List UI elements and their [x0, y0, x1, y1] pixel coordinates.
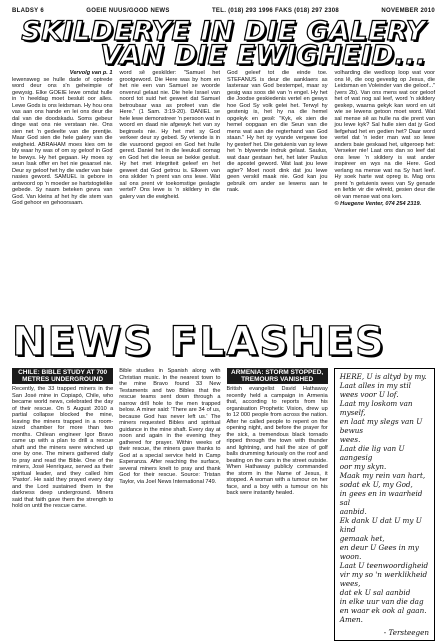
prayer-line: Ek dank U dat U my U kind — [339, 516, 422, 534]
contact-info: TEL. (018) 293 1996 FAKS (018) 297 2308 — [211, 8, 340, 14]
news-headline-armenia: ARMENIA: STORM STOPPED, TREMOURS VANISHED — [227, 368, 328, 384]
news-column-3 — [227, 368, 328, 630]
prayer-line: en deur U Gees in my woon. — [339, 543, 419, 561]
article-text-2: word sê geskilder: "Samuel het grootgeword. Die Here was by hom en het nie een van Samuel se woorde onvervul gelaat nie. Die hele Israel van noord tot suid het geweet dat Samuel betroubaar was as profeet van die Here." (1 Sam. 3:19-20). DANIEL se hele lewe demonstreer 'n persoon wat in woord en daad nie afgewyk het van sy beginsels nie. Hy het met sy God verkeer deur sy gebed. Sy vriende is in die vuuroond gegooi en God het hulle gered. Daniel het in die leeukuil oornag en God het die leeus se bekke gesluit. Hy het met integriteit geleef en het geweet dat God getrou is. Elkeen van ons skilder 'n prent van ons lewe. Wat sal ons prent vir toekomstige geslagte vertel? Ons lewe is 'n skildery in die galery van die ewigheid. — [119, 70, 220, 200]
news-text-chile: Recently, the 33 trapped miners in the San José mine in Copiapó, Chile, who became world news, celebrated the day of their rescue. On 5 August 2010 a partial collapse blocked the mine, leaving the miners trapped in a room-sized chamber for more than two months. Chilean engineer Igor Bravo came up with a plan to drill a rescue shaft and the miners were winched up one by one. The miners gathered daily to pray and read the Bible. One of the miners, José Henríquez, served as their spiritual leader, and they called him 'Pastor'. He said they prayed every day and the Lord sustained them in the darkness deep underground. Miners said that faith gave them the strength to hold on until the rescue came. — [12, 386, 114, 509]
article-column-3 — [227, 70, 328, 322]
title-line-2: VAN DIE EWIGHEID... — [100, 40, 427, 71]
news-column-1 — [12, 368, 113, 630]
news-headline-chile: CHILE: BIBLE STUDY AT 700 METRES UNDERGROUND — [12, 368, 113, 384]
news-text-chile-cont: Bible studies in Spanish along with Christian music. In the nearest town to the mine Bravo found 33 New Testaments and two Bibles that the rescue teams sent down through a narrow drill hole to the men trapped below. A miner said: 'There are 34 of us, because God has never left us.' The miners requested Bibles and spiritual guidance in the mine shaft. Every day at noon and again in the evening they gathered for prayer. Within weeks of their rescue, the miners gave thanks to God at a special service held in Camp Esperanza. After reaching the surface, several miners knelt to pray and thank God for their rescue. Source: Tristan Taylor, via Joel News International 749. — [119, 368, 221, 485]
prayer-box — [334, 368, 435, 641]
page-number: BLADSY 6 — [12, 8, 44, 14]
prayer-line: in elke uur van die dag — [339, 597, 424, 606]
article-body — [12, 70, 435, 322]
article-author: © Huegene Venter, 074 254 2319. — [334, 201, 422, 207]
article-text-4: volharding die wedloop loop wat voor ons lê, die oog gevestig op Jesus, die Leidsman en Voleinder van die geloof..." (vers 2b). Van ons mens wat oor geloof het of wat nog sal leef, word 'n skildery geskep, waarna gekyk kan word en uit wie se lewens getoon moet word. Wat sal mense sê as hulle na die prent van jou lewe kyk? Sal hulle sien dat jy God liefgehad het en gedien het? Daar word vertel dat 'n ieder man wat so lewe anders baie geskaad het, uitgeroep het: Verseker nie! Laat ons dan so leef dat ons lewe 'n skildery is wat ander inspireer en wys na die Here. God verlang na mense wat na Sy hart leef. Hy soek harte wat opreg is. Mag ons prent 'n getuienis wees van Sy genade en liefde vir die wêreld, gesien deur die oë van mense wat ons ken. — [334, 70, 435, 200]
prayer-line: sodat ek U, my God, — [339, 480, 413, 489]
prayer-line: Laat my loskom van myself, — [339, 399, 413, 417]
prayer-line: vir my so 'n werklikheid wees, — [339, 570, 428, 588]
article-column-4 — [335, 70, 436, 322]
news-section — [12, 368, 435, 637]
news-flashes-heading: NEWS FLASHES — [12, 319, 386, 365]
prayer-line: Maak my rein van hart, — [339, 471, 426, 480]
paper-name: GOEIE NUUS/GOOD NEWS — [86, 8, 170, 14]
prayer-line: HERE, U is altyd by my. — [339, 372, 427, 381]
prayer-line: en laat my slegs van U bewus — [339, 417, 423, 435]
issue-date: NOVEMBER 2010 — [381, 8, 435, 14]
prayer-line: in gees en in waarheid sal — [339, 489, 423, 507]
article-title — [0, 16, 447, 71]
prayer-line: Laat alles in my stil — [339, 381, 411, 390]
article-text-1: lewensweg se hulle dade of optrede word deur ons s'n geheimpie of gewysig. Elke GOEIE lewe omdat hulle in 'n heeldag moet besluit oor alles. Lewe Gods is ons leidsman. Hy hou ons vas aan ons hande en lei ons deur die dal van die doodskadu. Soms gebeur dinge wat ons nie verstaan nie. Ons sien net 'n gedeelte van die prentjie. Maar God sien die hele galery van die ewigheid. ABRAHAM moes kies om te bly waar hy was of om sy geloof in God te bewys. Hy het gegaan. Hy moes sy seun Isak offer en het nie geaarsel nie. Deur sy geloof het hy die vader van baie nasies geword. SAMUEL is gebore in antwoord op 'n moeder se hartstogtelike gebede. Sy naam beteken gevra van God. Van kleins af het hy die stem van God gehoor en gehoorsaam. — [12, 76, 113, 206]
prayer-line: Amen. — [339, 615, 363, 624]
title-line-1: SKILDERYE IN DIE GALERY — [21, 16, 426, 47]
prayer-line: oor my skyn. — [339, 462, 387, 471]
prayer-line: en waar ek ook al gaan. — [339, 606, 427, 615]
prayer-line: Laat U teenwoordigheid — [339, 561, 429, 570]
news-column-2 — [119, 368, 220, 630]
article-column-2 — [120, 70, 221, 322]
continued-note: Vervolg van p. 1 — [69, 70, 113, 76]
article-text-3: God geleef tot die einde toe. STEFANUS is deur die aanklaers as lasteraar van God bestempel, maar sy gesig was soos dié van 'n engel. Hy het die Joodse geskiedenis vertel en gewys hoe God Sy volk gelei het. Terwyl hy gestenig is, het hy na die hemel opgekyk en gesê: "Kyk, ek sien die hemel oopgaan en die Seun van die mens wat aan die regterhand van God staan." Hy het sy vyande vergewe toe hy gesterf het. Die getuienis van sy lewe het 'n blywende indruk gelaat. Saulus, wat daar gestaan het, het later Paulus die apostel geword. Wat laat jou lewe agter? Moet nooit dink dat jou lewe geen verskil maak nie. God kan jou gebruik om ander se lewens aan te raak. — [227, 70, 328, 193]
article-column-1 — [12, 70, 113, 322]
news-column-4 — [334, 368, 435, 637]
prayer-line: gemaak het, — [339, 534, 385, 543]
prayer-signature: - Tersteegen — [383, 628, 429, 637]
prayer-line: aanbid. — [339, 507, 367, 516]
news-text-armenia: British evangelist David Hathaway recently held a campaign in Armenia that, according to reports from his organisation Prophetic Vision, drew up to 12 000 people from across the nation. After he called people to repent on the opening night, and before the prayer for the sick, a tremendous black tornado ripped through the town with thunder and lightning, and hail the size of golf balls drumming furiously on the roof and beating on the cars in the street outside. When Hathaway publicly commanded the storm in the Name of Jesus, it stopped. A woman with a tumour on her face, and a boy with a tumour on his back were instantly healed. — [226, 386, 328, 496]
prayer-line: Laat die lig van U aangesig — [339, 444, 405, 462]
prayer-line: wees. — [339, 435, 361, 444]
prayer-line: wees voor U lof. — [339, 390, 399, 399]
prayer-line: dat ek U sal aanbid — [339, 588, 411, 597]
